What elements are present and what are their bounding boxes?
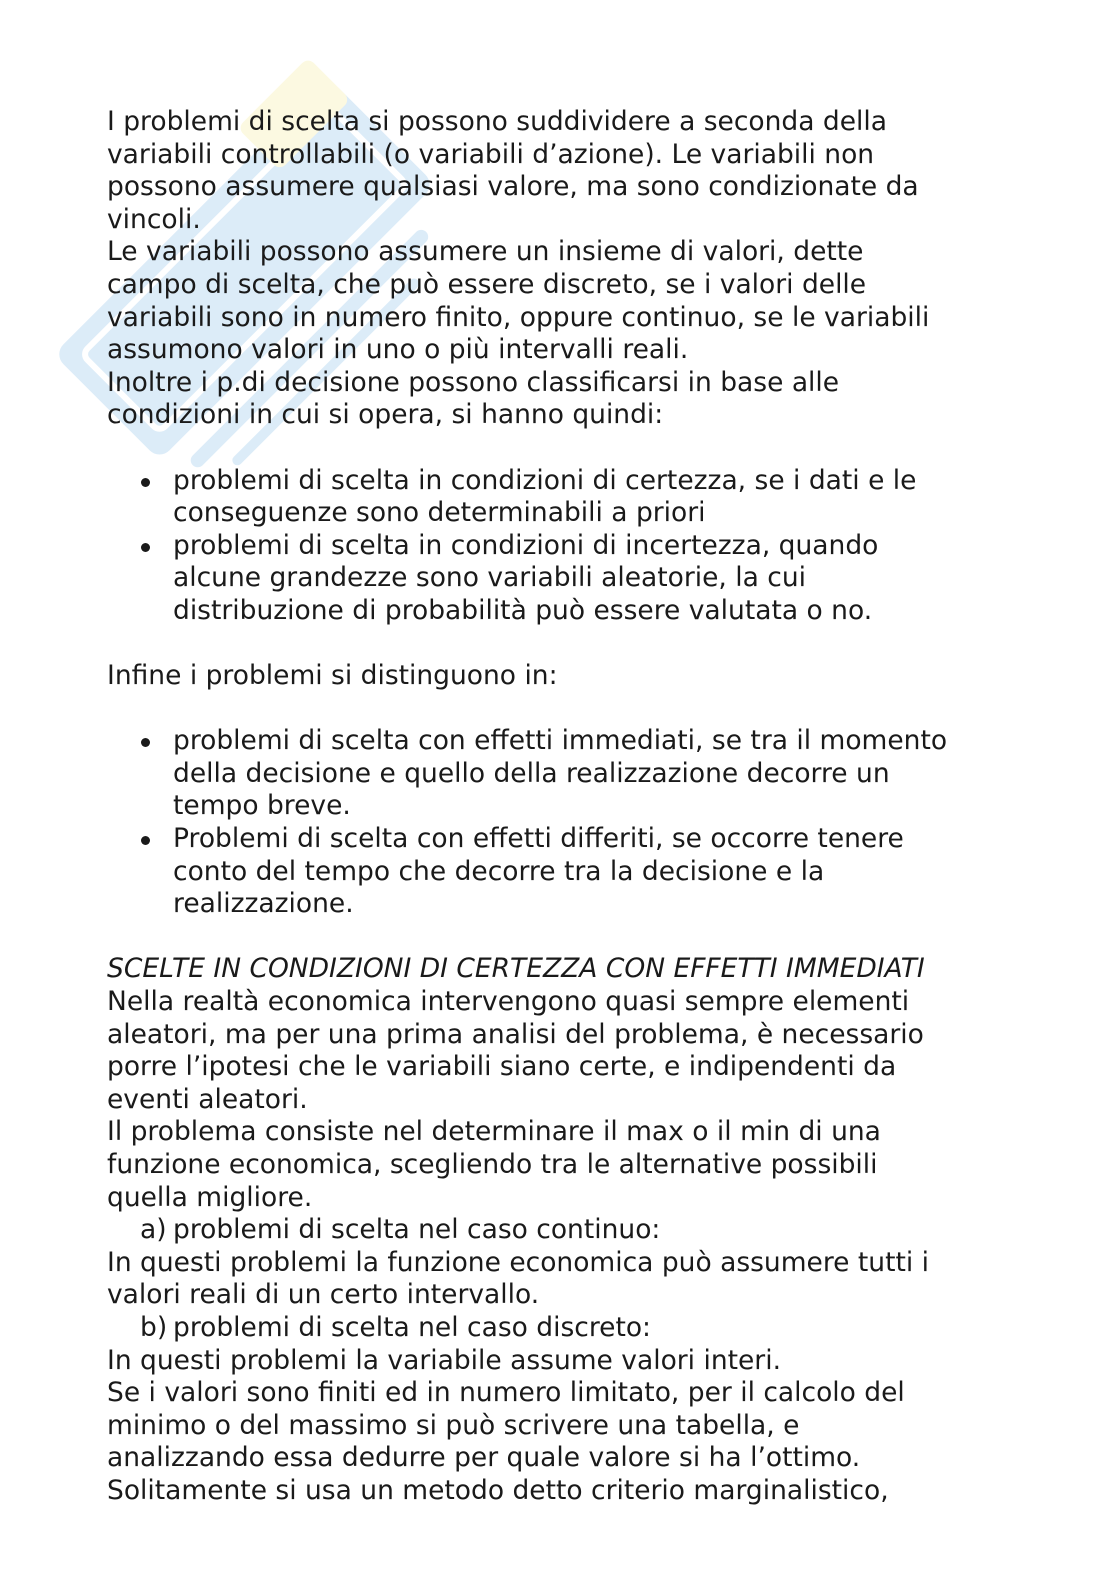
text-line: della decisione e quello della realizzazione decorre un — [173, 757, 890, 789]
discrete-paragraph — [107, 1345, 1007, 1508]
list-item — [107, 465, 1007, 530]
text-line: porre l’ipotesi che le variabili siano certe, e indipendenti da — [107, 1051, 897, 1083]
text-line: tempo breve. — [173, 790, 351, 822]
text-line: conto del tempo che decorre tra la decisione e la — [173, 855, 825, 887]
text-line: possono assumere qualsiasi valore, ma sono condizionate da — [107, 171, 919, 203]
text-line: Solitamente si usa un metodo detto criterio marginalistico, — [107, 1474, 889, 1506]
text-line: problemi di scelta con effetti immediati, se tra il momento — [173, 725, 948, 757]
text-line: minimo o del massimo si può scrivere una tabella, e — [107, 1409, 800, 1441]
text-line: campo di scelta, che può essere discreto, se i valori delle — [107, 268, 867, 300]
document-body — [107, 106, 1007, 1508]
text-line: condizioni in cui si opera, si hanno quindi: — [107, 399, 664, 431]
text-line: funzione economica, scegliendo tra le alternative possibili — [107, 1149, 878, 1180]
text-line: I problemi di scelta si possono suddividere a seconda della — [107, 106, 888, 137]
bullet-list-conditions — [107, 465, 1007, 628]
text-line: Nella realtà economica intervengono quasi sempre elementi — [107, 986, 910, 1018]
text-line: analizzando essa dedurre per quale valore si ha l’ottimo. — [107, 1442, 861, 1474]
certainty-paragraph — [107, 986, 1007, 1214]
subitem-a — [107, 1214, 1007, 1247]
subitem-marker: a) — [140, 1214, 167, 1246]
text-line: In questi problemi la variabile assume valori interi. — [107, 1344, 781, 1376]
text-line: problemi di scelta in condizioni di certezza, se i dati e le — [173, 464, 917, 496]
text-line: vincoli. — [107, 203, 201, 235]
section-heading: SCELTE IN CONDIZIONI DI CERTEZZA CON EFFETTI IMMEDIATI — [107, 953, 925, 985]
subitem-text: problemi di scelta nel caso discreto: — [173, 1311, 651, 1343]
list-item — [107, 725, 1007, 823]
bullet-list-effects — [107, 725, 1007, 921]
text-line: In questi problemi la funzione economica può assumere tutti i — [107, 1246, 930, 1278]
intro-paragraph — [107, 106, 1007, 432]
list-item — [107, 530, 1007, 628]
text-line: conseguenze sono determinabili a priori — [173, 497, 706, 529]
list-item — [107, 823, 1007, 921]
text-line: distribuzione di probabilità può essere valutata o no. — [173, 594, 873, 626]
text-line: eventi aleatori. — [107, 1083, 308, 1115]
text-line: Problemi di scelta con effetti differiti, se occorre tenere — [173, 823, 904, 855]
text-line: alcune grandezze sono variabili aleatorie, la cui — [173, 562, 807, 594]
text-line: assumono valori in uno o più intervalli reali. — [107, 334, 689, 366]
continuous-paragraph — [107, 1247, 1007, 1312]
text-line: aleatori, ma per una prima analisi del problema, è necessario — [107, 1018, 924, 1050]
subitem-text: problemi di scelta nel caso continuo: — [173, 1214, 661, 1246]
text-line: variabili controllabili (o variabili d’azione). Le variabili non — [107, 138, 875, 170]
text-line: quella migliore. — [107, 1181, 313, 1213]
infine-line: Infine i problemi si distinguono in: — [107, 660, 558, 692]
text-line: problemi di scelta in condizioni di incertezza, quando — [173, 529, 879, 561]
text-line: Inoltre i p.di decisione possono classificarsi in base alle — [107, 366, 840, 398]
text-line: realizzazione. — [173, 888, 354, 920]
text-line: Il problema consiste nel determinare il max o il min di una — [107, 1116, 881, 1148]
text-line: Se i valori sono finiti ed in numero limitato, per il calcolo del — [107, 1377, 905, 1409]
text-line: variabili sono in numero finito, oppure continuo, se le variabili — [107, 301, 930, 333]
subitem-b — [107, 1312, 1007, 1345]
text-line: Le variabili possono assumere un insieme di valori, dette — [107, 236, 864, 268]
subitem-marker: b) — [140, 1311, 168, 1343]
text-line: valori reali di un certo intervallo. — [107, 1279, 540, 1311]
